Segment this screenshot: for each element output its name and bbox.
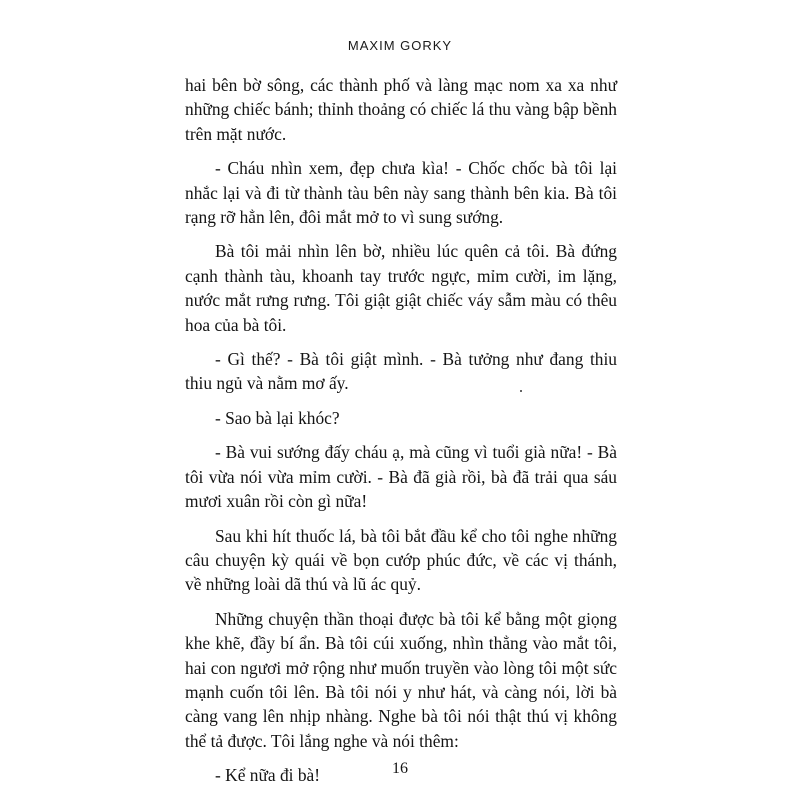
paragraph: - Kể nữa đi bà!	[215, 765, 321, 786]
paragraph: Bà tôi mải nhìn lên bờ, nhiều lúc quên cả tôi. Bà đứng cạnh thành tàu, khoanh tay trước ngực, mỉm cười, im lặng, nước mắt rưng rưng. Tôi giật giật chiếc váy sẫm màu có thêu hoa của bà tôi.	[185, 241, 617, 335]
paragraph: - Gì thế? - Bà tôi giật mình. - Bà tưởng như đang thiu thiu ngủ và nằm mơ ấy.	[185, 349, 617, 394]
body-text	[185, 73, 617, 788]
paragraph: - Cháu nhìn xem, đẹp chưa kìa! - Chốc chốc bà tôi lại nhắc lại và đi từ thành tàu bên này sang thành bên kia. Bà tôi rạng rỡ hẳn lên, đôi mắt mở to vì sung sướng.	[185, 158, 617, 228]
page-number: 16	[392, 760, 408, 777]
paragraph: Sau khi hít thuốc lá, bà tôi bắt đầu kể cho tôi nghe những câu chuyện kỳ quái về bọn cướp phúc đức, về các vị thánh, về những loài dã thú và lũ ác quỷ.	[185, 525, 617, 595]
paragraph: Những chuyện thần thoại được bà tôi kể bằng một giọng khe khẽ, đầy bí ẩn. Bà tôi cúi xuống, nhìn thẳng vào mắt tôi, hai con ngươi mở rộng như muốn truyền vào lòng tôi một sức mạnh cuốn tôi lên. Bà tôi nói y như hát, và càng nói, lời bà càng vang lên nhịp nhàng. Nghe bà tôi nói thật thú vị không thể tả được. Tôi lắng nghe và nói thêm:	[185, 608, 617, 751]
running-header: MAXIM GORKY	[347, 38, 453, 53]
print-speck	[520, 390, 522, 392]
paragraph: - Bà vui sướng đấy cháu ạ, mà cũng vì tuổi già nữa! - Bà tôi vừa nói vừa mỉm cười. - Bà đã già rồi, bà đã trải qua sáu mươi xuân rồi còn gì nữa!	[185, 442, 617, 512]
paragraph: hai bên bờ sông, các thành phố và làng mạc nom xa xa như những chiếc bánh; thỉnh thoảng có chiếc lá thu vàng bập bềnh trên mặt nước.	[185, 75, 617, 144]
paragraph: - Sao bà lại khóc?	[215, 407, 340, 428]
